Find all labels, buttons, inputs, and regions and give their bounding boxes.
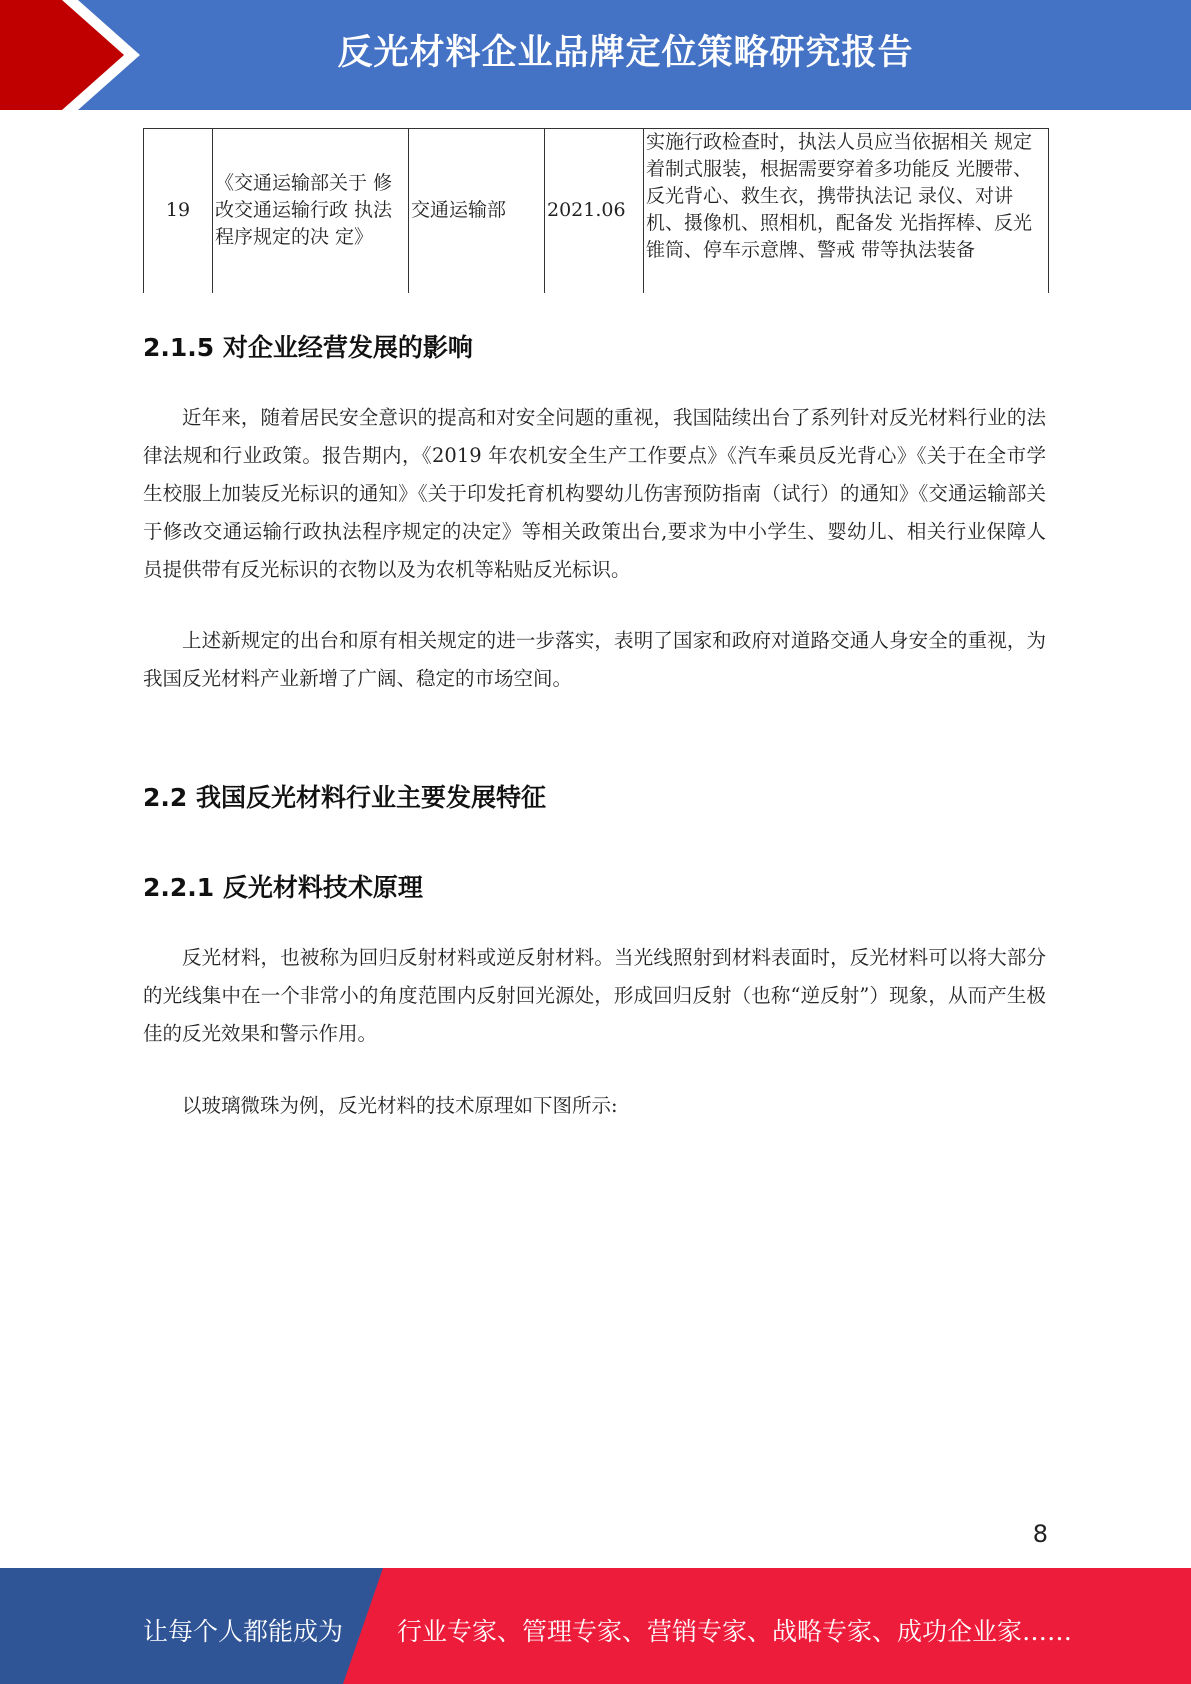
header-chevron-decoration bbox=[0, 0, 160, 110]
policy-table bbox=[143, 128, 1049, 293]
paragraph-2-1-5-1: 近年来，随着居民安全意识的提高和对安全问题的重视，我国陆续出台了系列针对反光材料行业的法律法规和行业政策。报告期内，《2019 年农机安全生产工作要点》《汽车乘员反光背心》《关于在全市学生校服上加装反光标识的通知》《关于印发托育机构婴幼儿伤害预防指南（试行）的通知》《交通运输部关于修改交通运输行政执法程序规定的决定》等相关政策出台,要求为中小学生、婴幼儿、相关行业保障人员提供带有反光标识的衣物以及为农机等粘贴反光标识。 bbox=[143, 406, 1046, 581]
section-heading-2-1-5: 2.1.5 对企业经营发展的影响 bbox=[143, 333, 473, 362]
paragraph-2-2-1-1: 反光材料，也被称为回归反射材料或逆反射材料。当光线照射到材料表面时，反光材料可以将大部分的光线集中在一个非常小的角度范围内反射回光源处，形成回归反射（也称“逆反射”）现象，从而产生极佳的反光效果和警示作用。 bbox=[143, 946, 1046, 1045]
table-cell-department: 交通运输部 bbox=[409, 129, 545, 293]
footer-slogan-left: 让每个人都能成为 bbox=[143, 1617, 344, 1646]
document-title: 反光材料企业品牌定位策略研究报告 bbox=[337, 33, 914, 73]
page-footer bbox=[0, 1568, 1191, 1684]
page-number: 8 bbox=[1032, 1520, 1048, 1548]
paragraph-2-1-5-2: 上述新规定的出台和原有相关规定的进一步落实，表明了国家和政府对道路交通人身安全的重视，为我国反光材料产业新增了广阔、稳定的市场空间。 bbox=[143, 629, 1046, 690]
table-cell-content-text: 实施行政检查时，执法人员应当依据相关 规定着制式服装，根据需要穿着多功能反 光腰带、反光背心、救生衣，携带执法记 录仪、对讲机、摄像机、照相机，配备发 光指挥棒、反光锥筒、停车示意牌、警戒 带等执法装备 bbox=[646, 131, 1033, 261]
section-heading-2-2-1: 2.2.1 反光材料技术原理 bbox=[143, 873, 423, 902]
table-cell-policy-name: 《交通运输部关于 修改交通运输行政 执法程序规定的决 定》 bbox=[213, 129, 409, 293]
page-header bbox=[0, 0, 1191, 110]
table-cell-content bbox=[644, 129, 1049, 293]
table-cell-no: 19 bbox=[144, 129, 213, 293]
paragraph-2-2-1-2: 以玻璃微珠为例，反光材料的技术原理如下图所示: bbox=[182, 1094, 618, 1117]
footer-slogan-right: 行业专家、管理专家、营销专家、战略专家、成功企业家…… bbox=[397, 1617, 1073, 1646]
section-heading-2-2: 2.2 我国反光材料行业主要发展特征 bbox=[143, 783, 546, 812]
table-cell-date: 2021.06 bbox=[545, 129, 644, 293]
table-row bbox=[144, 129, 1049, 293]
